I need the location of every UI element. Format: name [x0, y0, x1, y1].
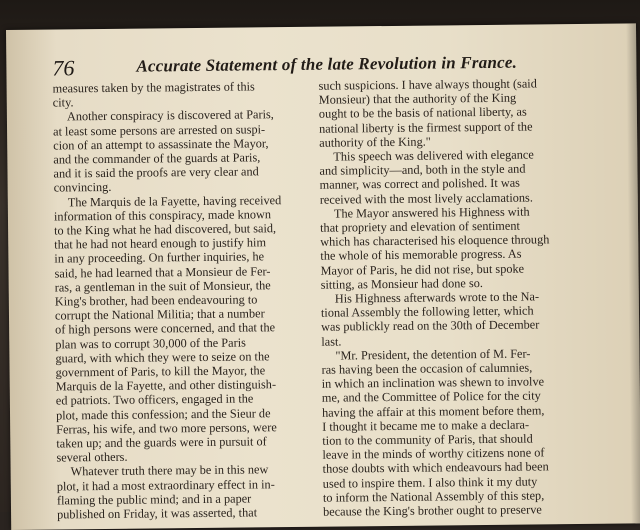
text-line: measures taken by the magistrates of this — [52, 79, 255, 96]
text-line: that propriety and elevation of sentiment — [320, 218, 520, 235]
text-line: those doubts with which endeavours had been — [322, 459, 549, 477]
text-line: taken up; and the guards were in pursuit of — [56, 434, 267, 451]
text-line: used to inspire them. I also think it my duty — [322, 474, 538, 491]
text-line: tional Assembly the following letter, which — [320, 303, 534, 320]
text-line: because the King's brother ought to preserve — [322, 502, 542, 519]
text-line: tion to the community of Paris, that should — [322, 431, 533, 448]
text-line: government of Paris, to kill the Mayor, the — [55, 363, 266, 380]
text-line: authority of the King." — [319, 134, 431, 150]
text-line: and it is said the proofs are very clear and — [53, 164, 259, 181]
text-line: which has characterised his eloquence through — [320, 232, 550, 249]
text-line: and simplicity—and, both in the style and — [319, 161, 526, 178]
text-line: Whatever truth there may be in this new — [70, 462, 269, 479]
text-line: This speech was delivered with elegance — [333, 147, 534, 164]
text-line: said, he had learned that a Monsieur de Fer- — [54, 263, 271, 281]
text-line: me, and the Committee of Police for the city — [321, 388, 541, 406]
text-line: guard, with which they were to seize on the — [55, 349, 270, 366]
newspaper-page — [6, 23, 640, 530]
text-line: Marquis de la Fayette, and other distinguish- — [55, 377, 277, 394]
text-line: at least some persons are arrested on suspi- — [52, 121, 266, 139]
text-line: having the affair at this moment before them, — [321, 403, 545, 420]
text-line: and the commander of the guards at Paris, — [53, 150, 261, 167]
text-line: ed patriots. Two officers, engaged in the — [55, 391, 254, 408]
text-line: convincing. — [53, 180, 112, 195]
left-text-column — [53, 79, 310, 522]
text-line: national liberty is the firmest support of the — [318, 119, 533, 136]
text-line: corrupt the National Militia; that a number — [54, 306, 265, 323]
text-line: leave in the minds of worthy citizens none of — [322, 445, 545, 462]
text-line: information of this conspiracy, made known — [53, 207, 272, 224]
text-line: that he had not heard enough to justify him — [54, 235, 267, 252]
text-line: I thought it became me to make a declara- — [322, 417, 530, 434]
text-line: manner, was correct and polished. It was — [319, 176, 521, 193]
text-line: sitting, as Monsieur had done so. — [320, 275, 483, 292]
text-line: The Mayor answered his Highness with — [333, 204, 530, 221]
page-number: 76 — [52, 55, 75, 81]
text-line: Another conspiracy is discovered at Paris, — [66, 107, 274, 124]
text-line: Monsieur) that the authority of the King — [318, 90, 517, 107]
text-line: Ferras, his wife, and two more persons, were — [56, 420, 277, 437]
text-line: ought to be the basis of national liberty, as — [318, 104, 527, 122]
text-line: such suspicions. I have always thought (said — [318, 76, 537, 93]
text-line: last. — [321, 334, 342, 349]
text-line: plot, made this confession; and the Sieur de — [55, 405, 271, 423]
text-line: of high persons were concerned, and that the — [55, 320, 276, 337]
text-line: in any proceeding. On further inquiries, he — [54, 249, 265, 266]
text-line: ras, a gentleman in the suit of Monsieur, the — [54, 278, 271, 295]
text-line: published on Friday, it was asserted, that — [57, 505, 258, 522]
text-line: plot, it had a most extraordinary effect in in- — [56, 476, 275, 494]
text-line: to the King what he had discovered, but said, — [54, 221, 277, 238]
text-line: "Mr. President, the detention of M. Fer- — [335, 346, 531, 363]
text-line: Mayor of Paris, he did not rise, but spoke — [320, 261, 525, 278]
text-line: His Highness afterwards wrote to the Na- — [334, 289, 540, 306]
text-line: city. — [52, 95, 74, 110]
right-text-column — [319, 76, 592, 519]
text-line: the whole of his memorable progress. As — [320, 247, 522, 264]
text-line: King's brother, had been endeavouring to — [54, 292, 258, 309]
text-line: was publickly read on the 30th of December — [321, 317, 540, 335]
text-line: The Marquis de la Fayette, having received — [67, 192, 282, 209]
text-line: ras having been the occasion of calumnies, — [321, 360, 533, 377]
text-line: flaming the public mind; and in a paper — [56, 491, 252, 508]
text-line: cion of an attempt to assassinate the Mayor, — [53, 136, 269, 153]
text-line: plan was to corrupt 30,000 of the Paris — [55, 335, 246, 352]
text-line: received with the most lively acclamations. — [319, 190, 533, 207]
running-head-title: Accurate Statement of the late Revolution in France. — [136, 52, 518, 76]
text-line: in which an inclination was shewn to involve — [321, 374, 545, 391]
text-line: to inform the National Assembly of this step, — [322, 488, 545, 505]
text-line: several others. — [56, 450, 128, 465]
